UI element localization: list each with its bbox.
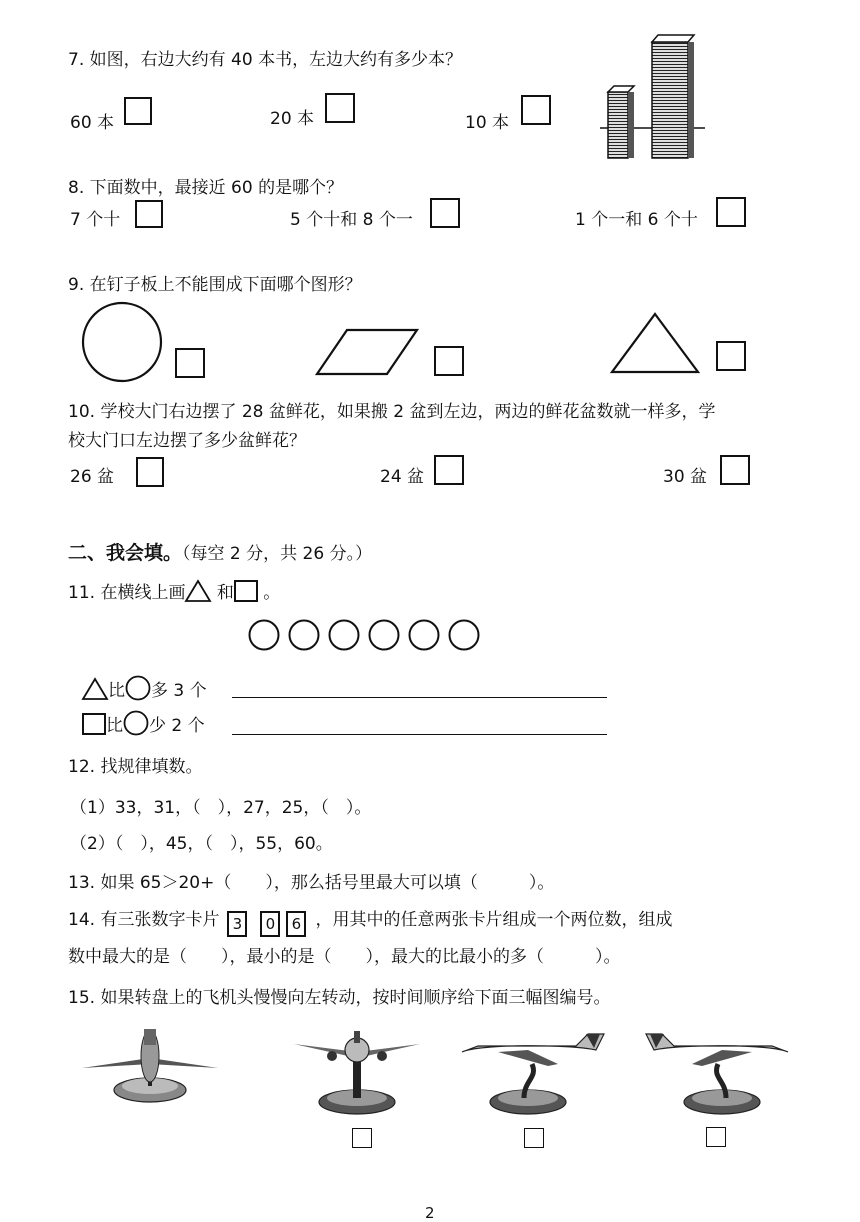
q10-option-c-label: 30 盆 (663, 467, 708, 487)
q15-image-3-checkbox[interactable] (706, 1127, 726, 1147)
question-15-text: 15. 如果转盘上的飞机头慢慢向左转动，按时间顺序给下面三幅图编号。 (68, 988, 611, 1008)
question-10-text-line1: 10. 学校大门右边摆了 28 盆鲜花，如果搬 2 盆到左边，两边的鲜花盆数就一样多，学 (68, 402, 716, 422)
circle-icon (80, 300, 164, 384)
question-14-line-1 (68, 905, 672, 937)
square-icon (82, 713, 106, 735)
q11-mid: 和 (216, 583, 234, 603)
q7-option-b-label: 20 本 (270, 109, 315, 129)
question-11-text (68, 578, 280, 603)
circle-icon (250, 621, 279, 650)
q11-row-2-tail: 少 2 个 (149, 716, 205, 736)
q15-image-1-checkbox[interactable] (352, 1128, 372, 1148)
airplane-head-on-icon (80, 1028, 220, 1108)
question-14-line-2: 数中最大的是（ ），最小的是（ ），最大的比最小的多（ ）。 (68, 947, 621, 967)
q10-option-a-checkbox[interactable] (136, 457, 164, 487)
question-12-line-2: （2）（ ），45，（ ），55，60。 (70, 834, 333, 854)
q8-option-a-checkbox[interactable] (135, 200, 163, 228)
circle-icon (370, 621, 399, 650)
q10-option-b-label: 24 盆 (380, 467, 425, 487)
q9-option-c-checkbox[interactable] (716, 341, 746, 371)
q7-option-b-checkbox[interactable] (325, 93, 355, 123)
q7-option-a-checkbox[interactable] (124, 97, 152, 125)
q8-option-b-checkbox[interactable] (430, 198, 460, 228)
circle-icon (410, 621, 439, 650)
q7-option-a-label: 60 本 (70, 113, 115, 133)
circle-icon (290, 621, 319, 650)
number-card: 3 (227, 911, 247, 937)
circle-row (248, 618, 488, 652)
square-icon (234, 580, 258, 602)
q8-option-a-label: 7 个十 (70, 210, 121, 230)
circle-icon (123, 710, 149, 736)
question-9-text: 9. 在钉子板上不能围成下面哪个图形？ (68, 275, 362, 295)
book-stacks-icon (600, 30, 710, 162)
circle-icon (125, 675, 151, 701)
q11-prefix: 11. 在横线上画 (68, 583, 186, 603)
question-10-text-line2: 校大门口左边摆了多少盆鲜花？ (68, 431, 306, 451)
q10-option-c-checkbox[interactable] (720, 455, 750, 485)
q15-image-2-checkbox[interactable] (524, 1128, 544, 1148)
q11-row-1-label: 比 (108, 681, 125, 701)
q11-row-1-answer-line[interactable] (232, 697, 607, 698)
q11-row-2-label: 比 (106, 716, 123, 736)
question-13-text: 13. 如果 65＞20+（ ），那么括号里最大可以填（ ）。 (68, 873, 555, 893)
question-8-text: 8. 下面数中，最接近 60 的是哪个？ (68, 178, 344, 198)
section-2-title: 二、我会填。 (68, 542, 183, 564)
triangle-icon (82, 678, 108, 700)
section-2-heading (68, 538, 372, 565)
circle-icon (450, 621, 479, 650)
q11-row-1 (82, 675, 207, 701)
q10-option-b-checkbox[interactable] (434, 455, 464, 485)
question-12-line-1: （1）33，31，（ ），27，25，（ ）。 (70, 798, 372, 818)
page-number: 2 (425, 1204, 435, 1222)
q11-row-1-tail: 多 3 个 (151, 681, 207, 701)
q9-option-b-checkbox[interactable] (434, 346, 464, 376)
question-7-text: 7. 如图，右边大约有 40 本书，左边大约有多少本？ (68, 50, 463, 70)
q8-option-c-checkbox[interactable] (716, 197, 746, 227)
q14-prefix: 14. 有三张数字卡片 (68, 910, 220, 930)
airplane-side-view-right-icon (642, 1030, 792, 1120)
q10-option-a-label: 26 盆 (70, 467, 115, 487)
number-card: 6 (286, 911, 306, 937)
triangle-icon (610, 312, 700, 374)
q8-option-c-label: 1 个一和 6 个十 (575, 210, 698, 230)
q11-row-2 (82, 710, 205, 736)
number-card: 0 (260, 911, 280, 937)
q7-option-c-label: 10 本 (465, 113, 510, 133)
question-12-title: 12. 找规律填数。 (68, 757, 203, 777)
section-2-note: （每空 2 分，共 26 分。） (182, 544, 373, 564)
q8-option-b-label: 5 个十和 8 个一 (290, 210, 413, 230)
airplane-front-view-icon (292, 1030, 422, 1120)
q9-option-a-checkbox[interactable] (175, 348, 205, 378)
q11-row-2-answer-line[interactable] (232, 734, 607, 735)
q11-suffix: 。 (263, 583, 281, 603)
q14-suffix: ，用其中的任意两张卡片组成一个两位数，组成 (315, 910, 673, 930)
circle-icon (330, 621, 359, 650)
triangle-icon (185, 580, 211, 602)
airplane-side-view-left-icon (458, 1030, 606, 1120)
q7-option-c-checkbox[interactable] (521, 95, 551, 125)
parallelogram-icon (315, 328, 420, 376)
